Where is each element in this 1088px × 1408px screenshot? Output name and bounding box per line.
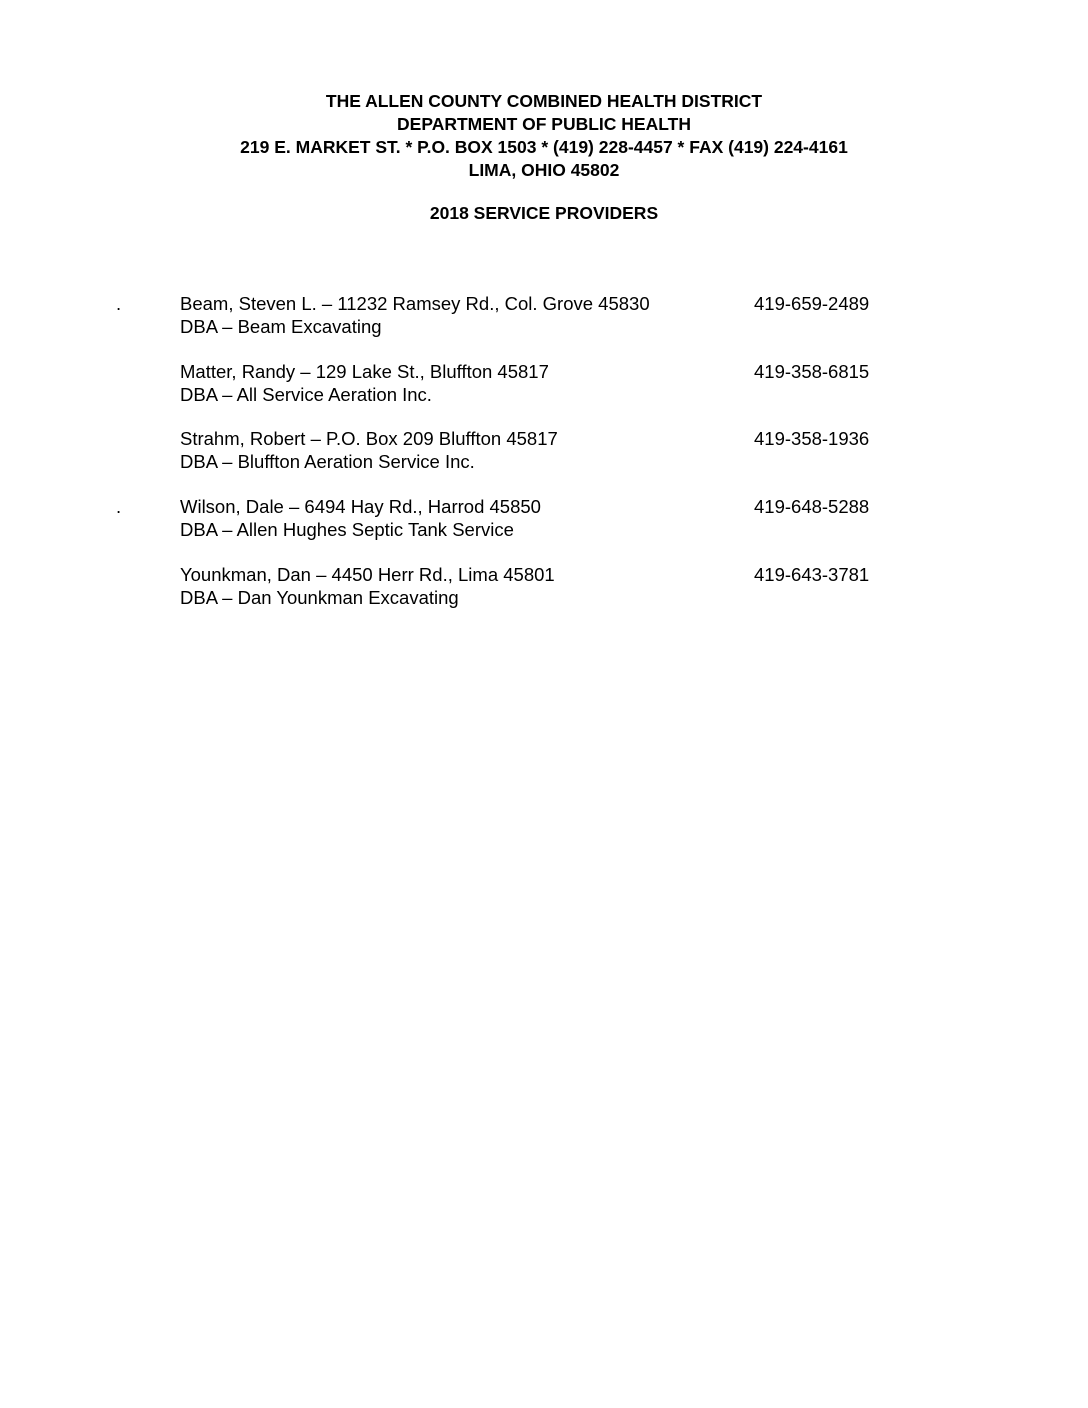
document-title: 2018 SERVICE PROVIDERS (429, 203, 659, 223)
city-state-zip: LIMA, OHIO 45802 (468, 160, 620, 180)
department-name: DEPARTMENT OF PUBLIC HEALTH (397, 114, 691, 134)
provider-phone: 419-358-1936 (754, 428, 870, 449)
provider-name-address: Strahm, Robert – P.O. Box 209 Bluffton 45817 (180, 428, 558, 449)
provider-dba: DBA – Bluffton Aeration Service Inc. (180, 451, 475, 472)
provider-phone: 419-648-5288 (754, 496, 870, 517)
provider-name-address: Matter, Randy – 129 Lake St., Bluffton 45817 (180, 361, 549, 382)
provider-entry (0, 563, 1088, 613)
letterhead (0, 90, 1088, 182)
provider-dba: DBA – Allen Hughes Septic Tank Service (180, 519, 514, 540)
provider-entry (0, 292, 1088, 342)
provider-dba: DBA – Beam Excavating (180, 316, 382, 337)
provider-phone: 419-659-2489 (754, 293, 870, 314)
provider-name-address: Beam, Steven L. – 11232 Ramsey Rd., Col. Grove 45830 (180, 293, 650, 314)
organization-name: THE ALLEN COUNTY COMBINED HEALTH DISTRICT (325, 91, 763, 111)
provider-marker: . (116, 293, 122, 314)
provider-entry (0, 495, 1088, 545)
provider-entry (0, 360, 1088, 410)
provider-name-address: Wilson, Dale – 6494 Hay Rd., Harrod 45850 (180, 496, 541, 517)
provider-dba: DBA – Dan Younkman Excavating (180, 587, 459, 608)
provider-name-address: Younkman, Dan – 4450 Herr Rd., Lima 45801 (180, 564, 555, 585)
provider-phone: 419-358-6815 (754, 361, 870, 382)
provider-dba: DBA – All Service Aeration Inc. (180, 384, 432, 405)
provider-phone: 419-643-3781 (754, 564, 870, 585)
provider-entry (0, 427, 1088, 477)
contact-address: 219 E. MARKET ST. * P.O. BOX 1503 * (419) 228-4457 * FAX (419) 224-4161 (240, 137, 848, 157)
provider-marker: . (116, 496, 122, 517)
